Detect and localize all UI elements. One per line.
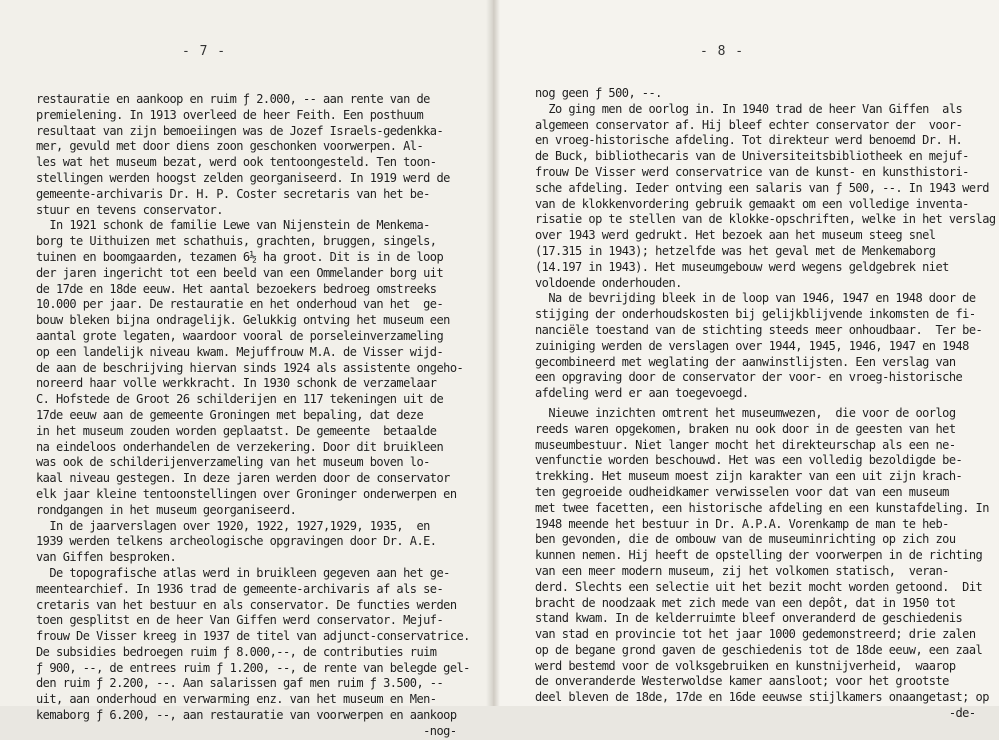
text-line: kaal niveau gestegen. In deze jaren werden door de conservator xyxy=(36,471,450,486)
text-line: met twee facetten, een historische afdeling en een kunstafdeling. In xyxy=(535,500,989,515)
text-line: van Giffen besproken. xyxy=(36,550,177,565)
text-line: In de jaarverslagen over 1920, 1922, 1927,1929, 1935, en xyxy=(36,518,430,533)
text-line: premielening. In 1913 overleed de heer Feith. Een posthuum xyxy=(36,107,424,122)
text-line: uit, aan onderhoud en verwarming enz. van het museum en Men- xyxy=(36,692,437,707)
book-gutter xyxy=(486,0,500,706)
text-line: kunnen nemen. Hij heeft de opstelling der voorwerpen in de richting xyxy=(535,548,983,563)
text-line: stijging der onderhoudskosten bij gelijkblijvende inkomsten de fi- xyxy=(535,307,976,322)
text-line: museumbestuur. Niet langer mocht het direkteurschap als een ne- xyxy=(535,437,956,452)
text-line: kemaborg ƒ 6.200, --, aan restauratie van voorwerpen en aankoop xyxy=(36,708,457,723)
text-line: gecombineerd met weglating der aanwinstlijsten. Een verslag van xyxy=(535,354,956,369)
text-line: -nog- xyxy=(36,723,457,738)
text-line: van stad en provincie tot het jaar 1000 gedemonstreerd; drie zalen xyxy=(535,627,976,642)
text-line: stuur en tevens conservator. xyxy=(36,202,223,217)
text-line: risatie op te stellen van de klokke-opschriften, welke in het verslag xyxy=(535,212,996,227)
text-line: C. Hofstede de Groot 26 schilderijen en 117 tekeningen uit de xyxy=(36,392,444,407)
text-line: deel bleven de 18de, 17de en 16de eeuwse stijlkamers onaangetast; op xyxy=(535,690,989,705)
text-line: De topografische atlas werd in bruikleen gegeven aan het ge- xyxy=(36,565,450,580)
text-line: werd bestemd voor de volksgebruiken en kunstnijverheid, waarop xyxy=(535,658,956,673)
text-line: mer, gevuld met door diens zoon geschonken voorwerpen. Al- xyxy=(36,139,424,154)
text-line: 1948 meende het bestuur in Dr. A.P.A. Vorenkamp de man te heb- xyxy=(535,516,949,531)
text-line: ƒ 900, --, de entrees ruim ƒ 1.200, --, de rente van belegde gel- xyxy=(36,660,470,675)
text-line: nog geen ƒ 500, --. xyxy=(535,86,662,100)
text-line: de Buck, bibliothecaris van de Universiteitsbibliotheek en mejuf- xyxy=(535,149,969,164)
right-page-text xyxy=(535,86,996,722)
text-line: reeds waren opgekomen, braken nu ook door in de geesten van het xyxy=(535,421,956,436)
text-line: den ruim ƒ 2.200, --. Aan salarissen gaf men ruim ƒ 3.500, -- xyxy=(36,676,444,691)
text-line: was ook de schilderijenverzameling van het museum boven lo- xyxy=(36,455,430,470)
text-line: tuinen en boomgaarden, tezamen 6½ ha groot. Dit is in de loop xyxy=(36,249,444,264)
page-number: - 7 - xyxy=(182,44,227,59)
text-line: 1939 werden telkens archeologische opgravingen door Dr. A.E. xyxy=(36,534,437,549)
text-line: en vroeg-historische afdeling. Tot direkteur werd benoemd Dr. H. xyxy=(535,133,963,148)
text-line: (14.197 in 1943). Het museumgebouw werd wegens geldgebrek niet xyxy=(535,259,949,274)
text-line: cretaris van het bestuur en als conservator. De functies werden xyxy=(36,597,457,612)
text-line: stand kwam. In de kelderruimte bleef onveranderd de geschiedenis xyxy=(535,611,963,626)
text-line: ten gegroeide oudheidkamer verwisselen voor dat van een museum xyxy=(535,484,949,499)
text-line: derd. Slechts een selectie uit het bezit mocht worden getoond. Dit xyxy=(535,579,983,594)
text-line: ben gevonden, die de ombouw van de museuminrichting op zich zou xyxy=(535,532,956,547)
text-line: resultaat van zijn bemoeiingen was de Jozef Israels-gedenkka- xyxy=(36,123,444,138)
text-line: 17de eeuw aan de gemeente Groningen met bepaling, dat deze xyxy=(36,407,424,422)
text-line: zuiniging werden de verslagen over 1944, 1945, 1946, 1947 en 1948 xyxy=(535,338,969,353)
left-page xyxy=(0,0,492,738)
text-line: noreerd haar volle werkkracht. In 1930 schonk de verzamelaar xyxy=(36,376,437,391)
text-line: over 1943 werd gedrukt. Het bezoek aan het museum steeg snel xyxy=(535,228,936,243)
text-line: bracht de noodzaak met zich mede van een depôt, dat in 1950 tot xyxy=(535,595,956,610)
text-line: bouw bleken bijna ondragelijk. Gelukkig ontving het museum een xyxy=(36,313,450,328)
text-line: aantal grote legaten, waardoor vooral de porseleinverzameling xyxy=(36,328,444,343)
text-line: van de klokkenvordering gebruik gemaakt om een volledige inventa- xyxy=(535,196,969,211)
text-line: rondgangen in het museum georganiseerd. xyxy=(36,502,297,517)
text-line: trekking. Het museum moest zijn karakter van een uit zijn krach- xyxy=(535,469,963,484)
text-line: der jaren ingericht tot een beeld van een Ommelander borg uit xyxy=(36,265,444,280)
text-line: de 17de en 18de eeuw. Het aantal bezoekers bedroeg omstreeks xyxy=(36,281,437,296)
text-line: de onveranderde Westerwoldse kamer aansloot; voor het grootste xyxy=(535,674,949,689)
text-line: meentearchief. In 1936 trad de gemeente-archivaris af als se- xyxy=(36,581,444,596)
text-line: In 1921 schonk de familie Lewe van Nijenstein de Menkema- xyxy=(36,218,430,233)
text-line: 10.000 per jaar. De restauratie en het onderhoud van het ge- xyxy=(36,297,444,312)
text-line: toen gesplitst en de heer Van Giffen werd conservator. Mejuf- xyxy=(36,613,444,628)
text-line: in het museum zouden worden geplaatst. De gemeente betaalde xyxy=(36,423,437,438)
text-line: borg te Uithuizen met schathuis, grachten, bruggen, singels, xyxy=(36,234,437,249)
text-line: venfunctie worden beschouwd. Het was een volledig bezoldigde be- xyxy=(535,453,963,468)
text-line: Zo ging men de oorlog in. In 1940 trad de heer Van Giffen als xyxy=(535,101,963,116)
text-line: op de begane grond gaven de geschiedenis tot de 18de eeuw, een zaal xyxy=(535,642,983,657)
text-line: stellingen werden hoogst zelden georganiseerd. In 1919 werd de xyxy=(36,170,450,185)
text-line: een opgraving door de conservator der voor- en vroeg-historische xyxy=(535,370,963,385)
text-line: (17.315 in 1943); hetzelfde was het geval met de Menkemaborg xyxy=(535,243,936,258)
right-page xyxy=(492,0,999,721)
text-line: De subsidies bedroegen ruim ƒ 8.000,--, de contributies ruim xyxy=(36,644,437,659)
text-line: afdeling werd er aan toegevoegd. xyxy=(535,386,749,401)
text-line: Na de bevrijding bleek in de loop van 1946, 1947 en 1948 door de xyxy=(535,291,976,306)
text-line: na eindeloos onderhandelen de verzekering. Door dit bruikleen xyxy=(36,439,444,454)
text-line: voldoende onderhouden. xyxy=(535,275,682,290)
text-line: frouw De Visser kreeg in 1937 de titel van adjunct-conservatrice. xyxy=(36,629,470,644)
text-line: sche afdeling. Ieder ontving een salaris van ƒ 500, --. In 1943 werd xyxy=(535,180,989,195)
text-line: nanciële toestand van de stichting steeds meer onhoudbaar. Ter be- xyxy=(535,322,983,337)
text-line: elk jaar kleine tentoonstellingen over Groninger onderwerpen en xyxy=(36,486,457,501)
text-line: van een meer modern museum, zij het volkomen statisch, veran- xyxy=(535,563,949,578)
text-line: frouw De Visser werd conservatrice van de kunst- en kunsthistori- xyxy=(535,164,969,179)
text-line: -de- xyxy=(535,706,976,721)
text-line: restauratie en aankoop en ruim ƒ 2.000, -- aan rente van de xyxy=(36,92,430,106)
text-line: les wat het museum bezat, werd ook tentoongesteld. Ten toon- xyxy=(36,155,437,170)
text-line: op een landelijk niveau kwam. Mejuffrouw M.A. de Visser wijd- xyxy=(36,344,444,359)
text-line: Nieuwe inzichten omtrent het museumwezen, die voor de oorlog xyxy=(535,405,956,420)
text-line: gemeente-archivaris Dr. H. P. Coster secretaris van het be- xyxy=(36,186,430,201)
left-page-text xyxy=(36,92,484,740)
text-line: de aan de beschrijving hiervan sinds 1924 als assistente ongeho- xyxy=(36,360,464,375)
page-number: - 8 - xyxy=(700,44,745,59)
text-line: algemeen conservator af. Hij bleef echter conservator der voor- xyxy=(535,117,963,132)
